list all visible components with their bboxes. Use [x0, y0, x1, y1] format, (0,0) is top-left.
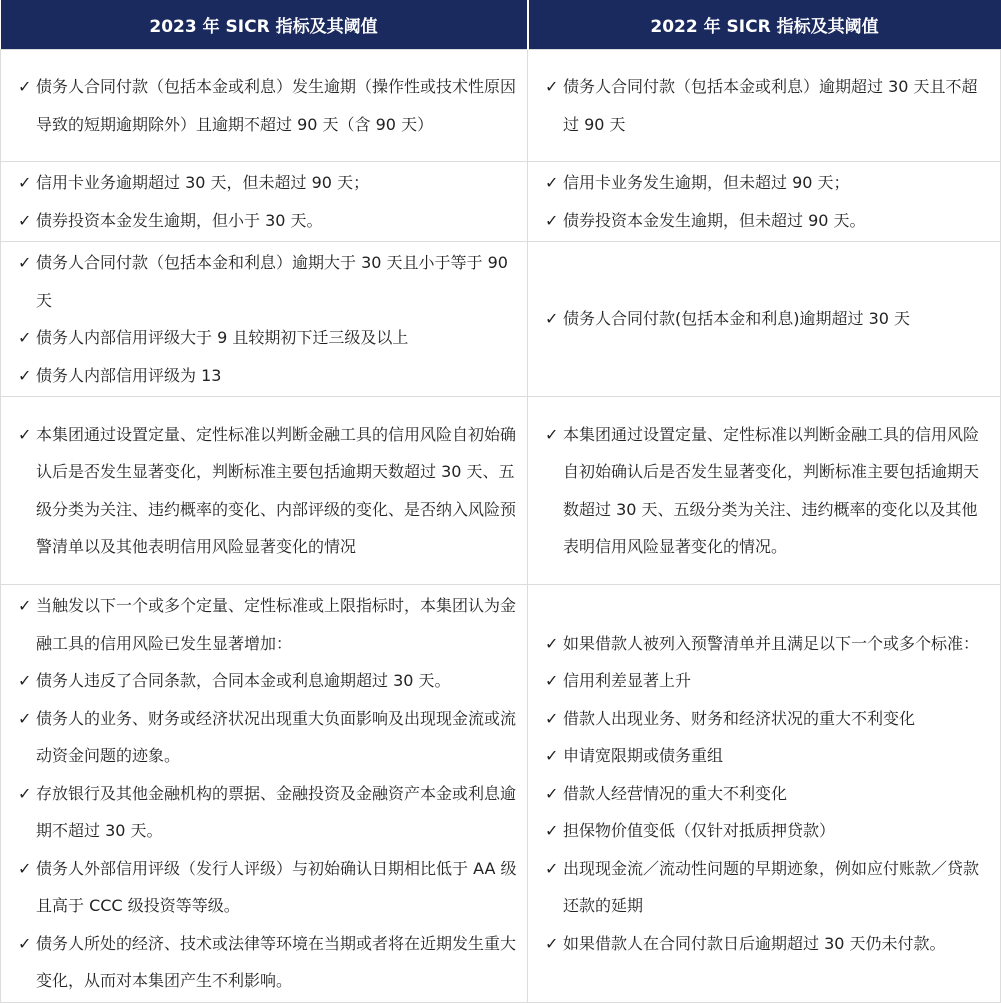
- check-icon: ✓: [545, 671, 559, 690]
- table-row: [1, 585, 1001, 1003]
- cell-2023: [1, 162, 528, 242]
- list-item: ✓ 本集团通过设置定量、定性标准以判断金融工具的信用风险自初始确认后是否发生显著变化，判断标准主要包括逾期天数超过 30 天、五级分类为关注、违约概率的变化、内部评级的变化、是否纳入风险预警清单以及其他表明信用风险显著变化的情况: [18, 416, 517, 566]
- list-item: ✓ 出现现金流／流动性问题的早期迹象，例如应付账款／贷款还款的延期: [545, 850, 990, 925]
- check-icon: ✓: [18, 708, 32, 728]
- cell-2023: [1, 585, 528, 1003]
- cell-2023: [1, 50, 528, 162]
- list-item: ✓ 当触发以下一个或多个定量、定性标准或上限指标时，本集团认为金融工具的信用风险已发生显著增加：: [18, 587, 517, 662]
- list-item: ✓ 债券投资本金发生逾期，但小于 30 天。: [18, 202, 517, 240]
- check-icon: ✓: [18, 328, 32, 347]
- cell-2022: [528, 162, 1001, 242]
- cell-2023: [1, 397, 528, 585]
- check-icon: ✓: [18, 173, 32, 192]
- check-icon: ✓: [18, 77, 32, 96]
- cell-2022: [528, 242, 1001, 397]
- cell-2023: [1, 242, 528, 397]
- check-icon: ✓: [18, 424, 32, 444]
- list-item: ✓ 信用卡业务逾期超过 30 天，但未超过 90 天；: [18, 164, 517, 202]
- list-item: ✓ 债务人所处的经济、技术或法律等环境在当期或者将在近期发生重大变化，从而对本集团产生不利影响。: [18, 925, 517, 1000]
- table-row: [1, 397, 1001, 585]
- list-item: ✓ 债务人合同付款（包括本金或利息）发生逾期（操作性或技术性原因导致的短期逾期除外）且逾期不超过 90 天（含 90 天）: [18, 68, 517, 143]
- list-item: ✓ 如果借款人在合同付款日后逾期超过 30 天仍未付款。: [545, 925, 990, 963]
- list-item: ✓ 债务人合同付款(包括本金和利息)逾期超过 30 天: [545, 300, 990, 338]
- check-icon: ✓: [545, 933, 559, 953]
- cell-2022: [528, 50, 1001, 162]
- check-icon: ✓: [545, 424, 559, 444]
- list-item: ✓ 担保物价值变低（仅针对抵质押贷款）: [545, 812, 990, 850]
- cell-2022: [528, 585, 1001, 1003]
- table-row: [1, 242, 1001, 397]
- header-row: [1, 0, 1001, 50]
- check-icon: ✓: [545, 210, 559, 230]
- header-2023: 2023 年 SICR 指标及其阈值: [1, 0, 528, 50]
- check-icon: ✓: [545, 746, 559, 765]
- check-icon: ✓: [18, 783, 32, 803]
- list-item: ✓ 债券投资本金发生逾期，但未超过 90 天。: [545, 202, 990, 240]
- list-item: ✓ 债务人合同付款（包括本金或利息）逾期超过 30 天且不超过 90 天: [545, 68, 990, 143]
- table-body: [1, 50, 1001, 1003]
- cell-2022: [528, 397, 1001, 585]
- header-2022: 2022 年 SICR 指标及其阈值: [528, 0, 1001, 50]
- list-item: ✓ 债务人违反了合同条款，合同本金或利息逾期超过 30 天。: [18, 662, 517, 700]
- list-item: ✓ 借款人经营情况的重大不利变化: [545, 775, 990, 813]
- check-icon: ✓: [545, 821, 559, 840]
- check-icon: ✓: [545, 783, 559, 803]
- check-icon: ✓: [18, 596, 32, 615]
- check-icon: ✓: [545, 633, 559, 653]
- list-item: ✓ 债务人外部信用评级（发行人评级）与初始确认日期相比低于 AA 级且高于 CCC 级投资等等级。: [18, 850, 517, 925]
- table-row: [1, 50, 1001, 162]
- check-icon: ✓: [545, 708, 559, 728]
- list-item: ✓ 债务人内部信用评级为 13: [18, 357, 517, 395]
- check-icon: ✓: [545, 858, 559, 878]
- list-item: ✓ 如果借款人被列入预警清单并且满足以下一个或多个标准：: [545, 625, 990, 663]
- list-item: ✓ 债务人内部信用评级大于 9 且较期初下迁三级及以上: [18, 319, 517, 357]
- check-icon: ✓: [18, 253, 32, 272]
- list-item: ✓ 本集团通过设置定量、定性标准以判断金融工具的信用风险自初始确认后是否发生显著变化，判断标准主要包括逾期天数超过 30 天、五级分类为关注、违约概率的变化以及其他表明信用风险显著变化的情况。: [545, 416, 990, 566]
- list-item: ✓ 存放银行及其他金融机构的票据、金融投资及金融资产本金或利息逾期不超过 30 天。: [18, 775, 517, 850]
- list-item: ✓ 债务人的业务、财务或经济状况出现重大负面影响及出现现金流或流动资金问题的迹象。: [18, 700, 517, 775]
- list-item: ✓ 信用利差显著上升: [545, 662, 990, 700]
- check-icon: ✓: [545, 77, 559, 96]
- check-icon: ✓: [18, 210, 32, 230]
- check-icon: ✓: [18, 365, 32, 385]
- list-item: ✓ 债务人合同付款（包括本金和利息）逾期大于 30 天且小于等于 90 天: [18, 244, 517, 319]
- list-item: ✓ 信用卡业务发生逾期，但未超过 90 天；: [545, 164, 990, 202]
- check-icon: ✓: [18, 858, 32, 878]
- list-item: ✓ 借款人出现业务、财务和经济状况的重大不利变化: [545, 700, 990, 738]
- check-icon: ✓: [18, 671, 32, 690]
- table-row: [1, 162, 1001, 242]
- table-header: [1, 0, 1001, 50]
- check-icon: ✓: [545, 173, 559, 192]
- check-icon: ✓: [545, 309, 559, 329]
- list-item: ✓ 申请宽限期或债务重组: [545, 737, 990, 775]
- check-icon: ✓: [18, 933, 32, 953]
